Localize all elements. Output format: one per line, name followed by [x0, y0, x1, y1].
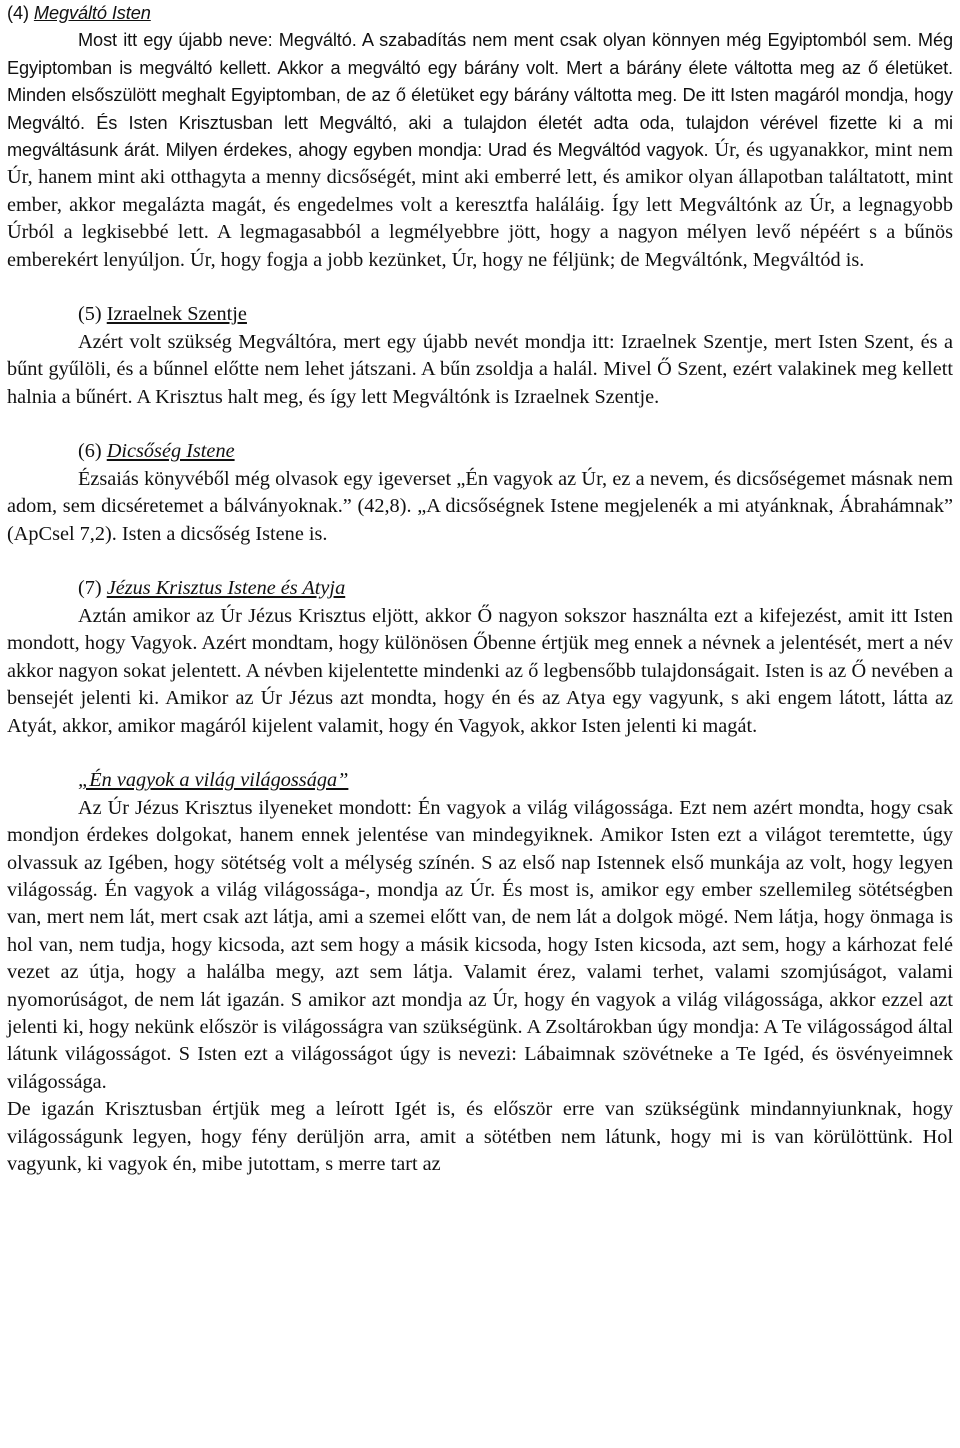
section-body-4	[7, 27, 953, 274]
spacer	[7, 411, 953, 438]
spacer	[7, 740, 953, 767]
document-page	[7, 0, 953, 1178]
spacer	[7, 274, 953, 301]
section-title: „Én vagyok a világ világossága”	[78, 769, 349, 792]
section-title: Dicsőség Istene	[106, 440, 235, 463]
section-heading-5	[7, 301, 953, 328]
section-heading-6	[7, 438, 953, 465]
section-number: (7)	[78, 577, 102, 600]
section-title: Jézus Krisztus Istene és Atyja	[106, 577, 346, 600]
section-number: (6)	[78, 440, 102, 463]
section-body-light-1: Az Úr Jézus Krisztus ilyeneket mondott: Én vagyok a világ világossága. Ezt nem azért mondta, hogy csak mondjon érdekes dolgokat, hanem ennek jelentése van mindegyiknek. Amikor Isten ezt a világot teremtette, úgy olvassuk az Igében, hogy sötétség volt a mélység színén. S az első nap Istennek első munkája az volt, hogy legyen világosság. Én vagyok a világ világossága-, mondja az Úr. És most is, amikor egy ember szellemileg sötétségben van, mert nem lát, mert csak azt látja, ami a szemei előtt van, de nem lát a dolgok mögé. Nem látja, hogy önmaga is hol van, nem tudja, hogy kicsoda, azt sem hogy a másik kicsoda, hogy Isten kicsoda, azt sem, hogy a kárhozat felé vezet az útja, hogy a halálba megy, azt sem látja. Valamit érez, valami terhet, valami szomjúságot, valami nyomorúságot, de nem lát igazán. S amikor azt mondja az Úr, hogy én vagyok a világ világossága, akkor ezzel azt jelenti ki, hogy nekünk először is világosságra van szükségünk. A Zsoltárokban úgy mondja: A Te világosságod által látunk világosságot. S Isten ezt a világosságot úgy is nevezi: Lábaimnak szövétneke a Te Igéd, és ösvényeimnek világossága.	[7, 796, 953, 1093]
section-body-7: Aztán amikor az Úr Jézus Krisztus eljött, akkor Ő nagyon sokszor használta ezt a kifejezést, amit itt Isten mondott, hogy Vagyok. Azért mondtam, hogy különösen Őbenne értjük meg ennek a névnek a jelentését, mert a név akkor nagyon sokat jelentett. A névben kijelentette mindenki az ő legbensőbb tulajdonságait. Isten is az Ő nevében a bensejét jelenti ki. Amikor az Úr Jézus azt mondta, hogy én és az Atya egy vagyunk, s aki engem látott, látta az Atyát, akkor, amikor magáról kijelent valamit, hogy én Vagyok, akkor Isten jelenti ki magát.	[7, 604, 953, 737]
section-heading-7	[7, 575, 953, 602]
paragraph-sans-part: Most itt egy újabb neve: Megváltó. A szabadítás nem ment csak olyan könnyen még Egyiptomból sem. Még Egyiptomban is megváltó kellett. Akkor a megváltó egy bárány volt. Mert a bárány élete váltotta meg az ő életüket. Minden elsőszülött meghalt Egyiptomban, de az ő életüket egy bárány váltotta meg. De itt Isten magáról mondja, hogy Megváltó. És Isten Krisztusban lett Megváltó, aki a tulajdon életét adta oda, tulajdon vérével fizette ki a mi megváltásunk árát. Milyen érdekes, ahogy egyben mondja: Urad és Megváltód vagyok.	[7, 30, 953, 161]
paragraph-serif-part: Úr, és ugyanakkor, mint nem Úr, hanem mint aki otthagyta a menny dicsőségét, mint aki emberré lett, és amikor olyan állapotban találtatott, mint ember, akkor megalázta magát, és engedelmes volt a keresztfa haláláig. Így lett Megváltónk az Úr, a legnagyobb Úrból a legkisebbé lett. A legmagasabból a legmélyebbre jött, hogy a nagyon mélyen levő népéért s a bűnös emberekért lenyúljon. Úr, hogy fogja a jobb kezünket, Úr, hogy ne féljünk; de Megváltónk, Megváltód is.	[7, 139, 953, 271]
section-body-light-2: De igazán Krisztusban értjük meg a leírott Igét is, és először erre van szükségünk mindannyiunknak, hogy világosságunk legyen, hogy fény derüljön arra, amit a sötétben nem látunk, hogy mi is van körülöttünk. Hol vagyunk, ki vagyok én, mibe jutottam, s merre tart az	[7, 1098, 953, 1175]
section-body-5: Azért volt szükség Megváltóra, mert egy újabb nevét mondja itt: Izraelnek Szentje, mert Isten Szent, és a bűnt gyűlöli, és a bűnnel előtte nem lehet játszani. A bűn zsoldja a halál. Mivel Ő Szent, ezért valakinek meg kellett halnia a bűnért. A Krisztus halt meg, és így lett Megváltónk is Izraelnek Szentje.	[7, 330, 953, 408]
section-heading-light	[7, 767, 953, 794]
section-number: (4)	[7, 3, 29, 23]
section-title: Izraelnek Szentje	[106, 303, 247, 326]
spacer	[7, 548, 953, 575]
section-number: (5)	[78, 303, 102, 326]
section-body-6: Ézsaiás könyvéből még olvasok egy igeverset „Én vagyok az Úr, ez a nevem, és dicsőségemet másnak nem adom, sem dicséretemet a bálványoknak.” (42,8). „A dicsőségnek Istene megjelenék a mi atyánknak, Ábrahámnak” (ApCsel 7,2). Isten a dicsőség Istene is.	[7, 467, 953, 545]
section-title: Megváltó Isten	[33, 3, 151, 23]
section-heading-4	[7, 0, 953, 27]
